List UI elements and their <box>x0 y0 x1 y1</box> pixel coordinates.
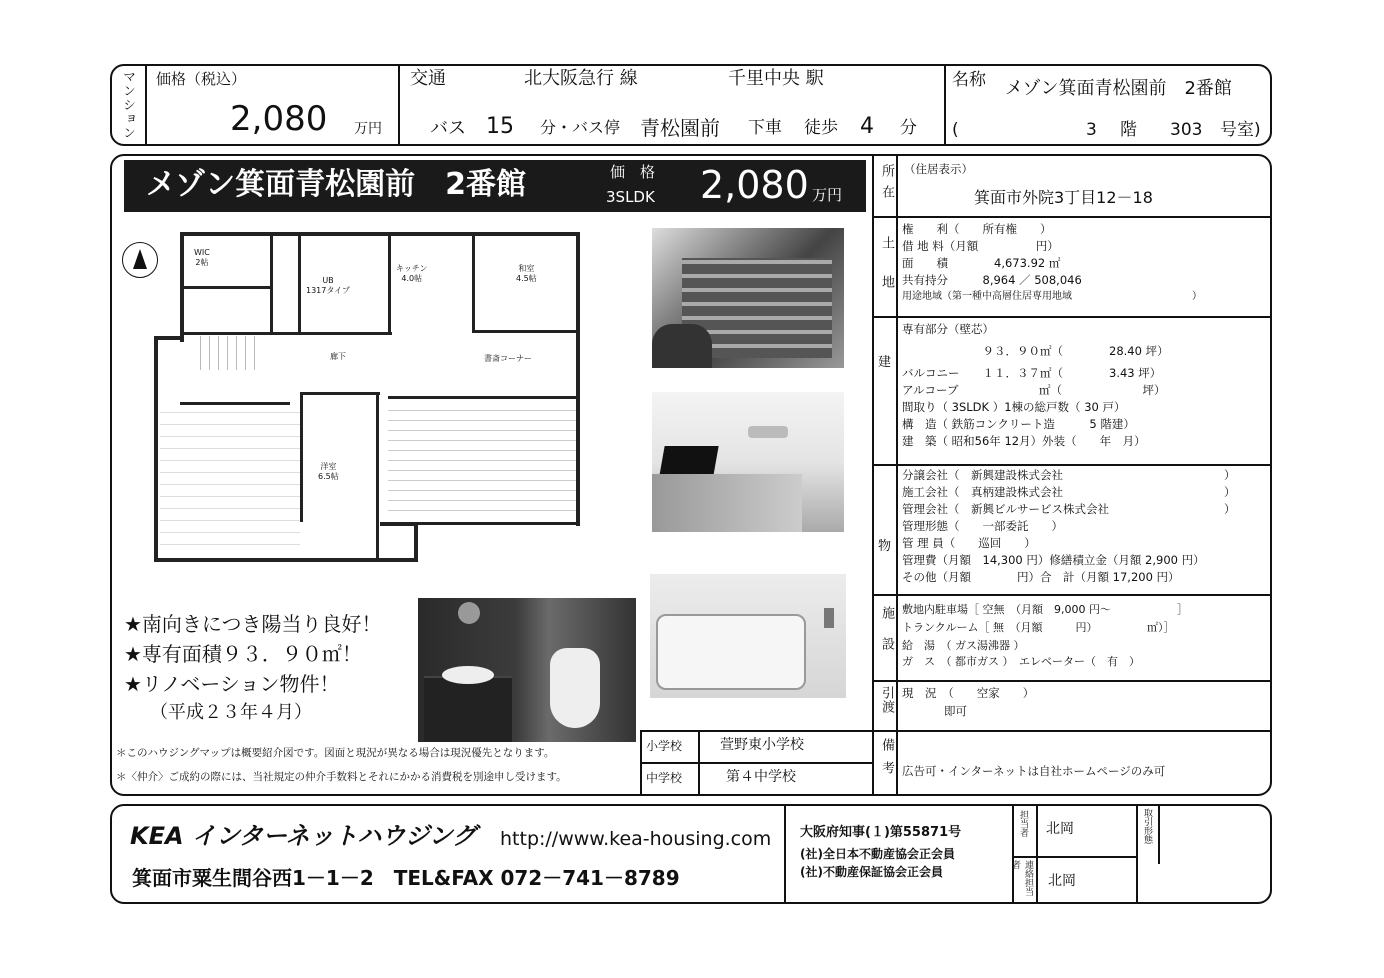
tochi-label: 土地 <box>879 236 894 314</box>
tatemono-row-2: ９３．９０㎡（ 28.40 坪） <box>902 344 1169 358</box>
bus-minutes: 15 <box>486 114 514 139</box>
company-url[interactable]: http://www.kea-housing.com <box>500 828 772 850</box>
butsu-row-3: 管理会社（ 新興ビルサービス株式会社 ） <box>902 502 1236 516</box>
tatemono-row-7: 建 築（ 昭和56年 12月）外装（ 年 月） <box>902 434 1146 448</box>
layout-type: 3SLDK <box>606 188 655 206</box>
floor-number: 3 <box>1086 120 1097 140</box>
tochi-row-5: 用途地域（第一種中高層住居専用地域 ） <box>902 291 1202 302</box>
tatemono-label: 建 <box>878 355 892 370</box>
building-name: メゾン箕面青松園前 2番館 <box>1005 78 1232 99</box>
elementary-school: 萱野東小学校 <box>720 737 804 753</box>
contact-label: 連絡担当者 <box>1010 860 1033 896</box>
hikiwatashi-label: 引渡 <box>879 686 894 714</box>
torihiki-label: 取引形態 <box>1142 808 1152 844</box>
shisetsu-row-4: ガ ス （ 都市ガス ） エレベーター（ 有 ） <box>902 655 1140 668</box>
property-title: メゾン箕面青松園前 2番館 <box>146 167 526 202</box>
butsu-row-5: 管 理 員（ 巡回 ） <box>902 536 1036 550</box>
highlight-1: ★南向きにつき陽当り良好！ <box>124 612 382 636</box>
butsu-row-4: 管理形態（ 一部委託 ） <box>902 519 1063 533</box>
bus-stop-name: 青松園前 <box>640 116 720 140</box>
banner-price-value: 2,080 <box>700 163 809 207</box>
butsu-row-1: 分譲会社（ 新興建設株式会社 ） <box>902 468 1236 482</box>
genkyo: 現 況 （ 空家 ） <box>902 686 1035 700</box>
butsu-label: 物 <box>878 539 892 554</box>
banner-price-label: 価 格 <box>610 163 656 181</box>
room-washitsu-label: 和室 4.5帖 <box>516 264 537 283</box>
biko-label: 備考 <box>879 738 894 784</box>
shozai-label: 所在 <box>879 164 894 206</box>
biko-value: 広告可・インターネットは自社ホームページのみ可 <box>902 764 1166 778</box>
price-label: 価格（税込） <box>156 70 247 88</box>
bus-label: バス <box>430 118 466 139</box>
building-exterior-photo <box>652 228 844 368</box>
association-2: (社)不動産保証協会正会員 <box>800 865 943 879</box>
walk-unit: 分 <box>900 118 917 138</box>
association-1: (社)全日本不動産協会正会員 <box>800 847 955 861</box>
price-unit: 万円 <box>354 121 382 137</box>
highlight-4: （平成２３年４月） <box>150 702 312 723</box>
shisetsu-row-3: 給 湯 （ ガス湯沸器 ） <box>902 639 1025 652</box>
transport-label: 交通 <box>410 68 446 89</box>
tochi-row-2: 借 地 料（月額 円） <box>902 239 1059 253</box>
butsu-row-2: 施工会社（ 真柄建設株式会社 ） <box>902 485 1236 499</box>
company-address: 箕面市粟生間谷西1－1－2 TEL&FAX 072－741－8789 <box>132 866 680 890</box>
name-label: 名称 <box>952 70 986 90</box>
rouka-label: 廊下 <box>330 352 346 361</box>
room-label: 号室) <box>1220 120 1261 140</box>
tatemono-row-6: 構 造（ 鉄筋コンクリート造 5 階建） <box>902 417 1135 431</box>
study-corner-label: 書斎コーナー <box>484 354 532 363</box>
get-off-label: 下車 <box>748 118 782 138</box>
tochi-row-3: 面 積 4,673.92 ㎡ <box>902 256 1061 270</box>
hikiwatashi-value: 即可 <box>944 704 967 718</box>
floor-plan <box>120 226 640 586</box>
property-type-label: マンション <box>120 70 135 140</box>
paren-open: ( <box>952 120 959 140</box>
kitchen-photo <box>652 392 844 532</box>
butsu-row-6: 管理費（月額 14,300 円）修繕積立金（月額 2,900 円） <box>902 553 1205 567</box>
tochi-row-4: 共有持分 8,964 ／ 508,046 <box>902 273 1082 287</box>
tatemono-row-3: バルコニー １１．３７㎡（ 3.43 坪） <box>902 366 1162 380</box>
north-arrow-icon <box>122 242 158 278</box>
tatemono-row-4: アルコーブ ㎡（ 坪） <box>902 383 1166 397</box>
room-wic-label: WIC 2帖 <box>194 248 210 267</box>
company-name: KEA インターネットハウジング <box>130 822 477 850</box>
highlight-2: ★専有面積９３．９０㎡！ <box>124 642 362 666</box>
highlight-3: ★リノベーション物件！ <box>124 672 340 696</box>
tochi-row-1: 権 利（ 所有権 ） <box>902 222 1052 236</box>
bus-stop-label: 分・バス停 <box>540 118 621 137</box>
contact-name: 北岡 <box>1048 873 1076 889</box>
tanto-name: 北岡 <box>1046 821 1074 837</box>
walk-label: 徒歩 <box>804 118 838 138</box>
address: 箕面市外院3丁目12－18 <box>974 188 1153 207</box>
license-number: 大阪府知事(１)第55871号 <box>800 825 962 840</box>
tatemono-row-1: 専有部分（壁芯） <box>902 322 994 336</box>
banner-price-unit: 万円 <box>812 186 843 204</box>
room-western-label: 洋室 6.5帖 <box>318 462 339 481</box>
shisetsu-label: 施設 <box>879 606 894 668</box>
station-name: 千里中央 駅 <box>728 68 824 89</box>
junior-school-label: 中学校 <box>646 771 683 785</box>
junior-school: 第４中学校 <box>726 769 796 785</box>
floor-label: 階 <box>1120 120 1137 140</box>
tatemono-row-5: 間取り（ 3SLDK ）1棟の総戸数（ 30 戸） <box>902 400 1126 414</box>
toilet-photo <box>418 598 636 742</box>
line-name: 北大阪急行 線 <box>524 68 638 89</box>
shisetsu-row-2: トランクルーム［ 無 （月額 円） ㎡）］ <box>902 621 1175 634</box>
butsu-row-7: その他（月額 円）合 計（月額 17,200 円） <box>902 570 1180 584</box>
address-note: （住居表示） <box>904 162 973 176</box>
tanto-label: 担当者 <box>1018 810 1028 837</box>
walk-minutes: 4 <box>860 114 874 139</box>
note-1: ＊このハウジングマップは概要紹介図です。図面と現況が異なる場合は現況優先となります。 <box>116 747 555 759</box>
shisetsu-row-1: 敷地内駐車場［ 空無 （月額 9,000 円～ ］ <box>902 603 1188 616</box>
room-kitchen-label: キッチン 4.0帖 <box>396 264 428 283</box>
price-value: 2,080 <box>230 99 328 139</box>
elementary-school-label: 小学校 <box>646 739 683 753</box>
room-number: 303 <box>1170 120 1203 140</box>
room-ub-label: UB 1317タイプ <box>306 276 350 295</box>
bathroom-photo <box>650 574 846 698</box>
note-2: ＊〈仲介〉ご成約の際には、当社規定の仲介手数料とそれにかかる消費税を別途申し受けます。 <box>116 771 567 783</box>
